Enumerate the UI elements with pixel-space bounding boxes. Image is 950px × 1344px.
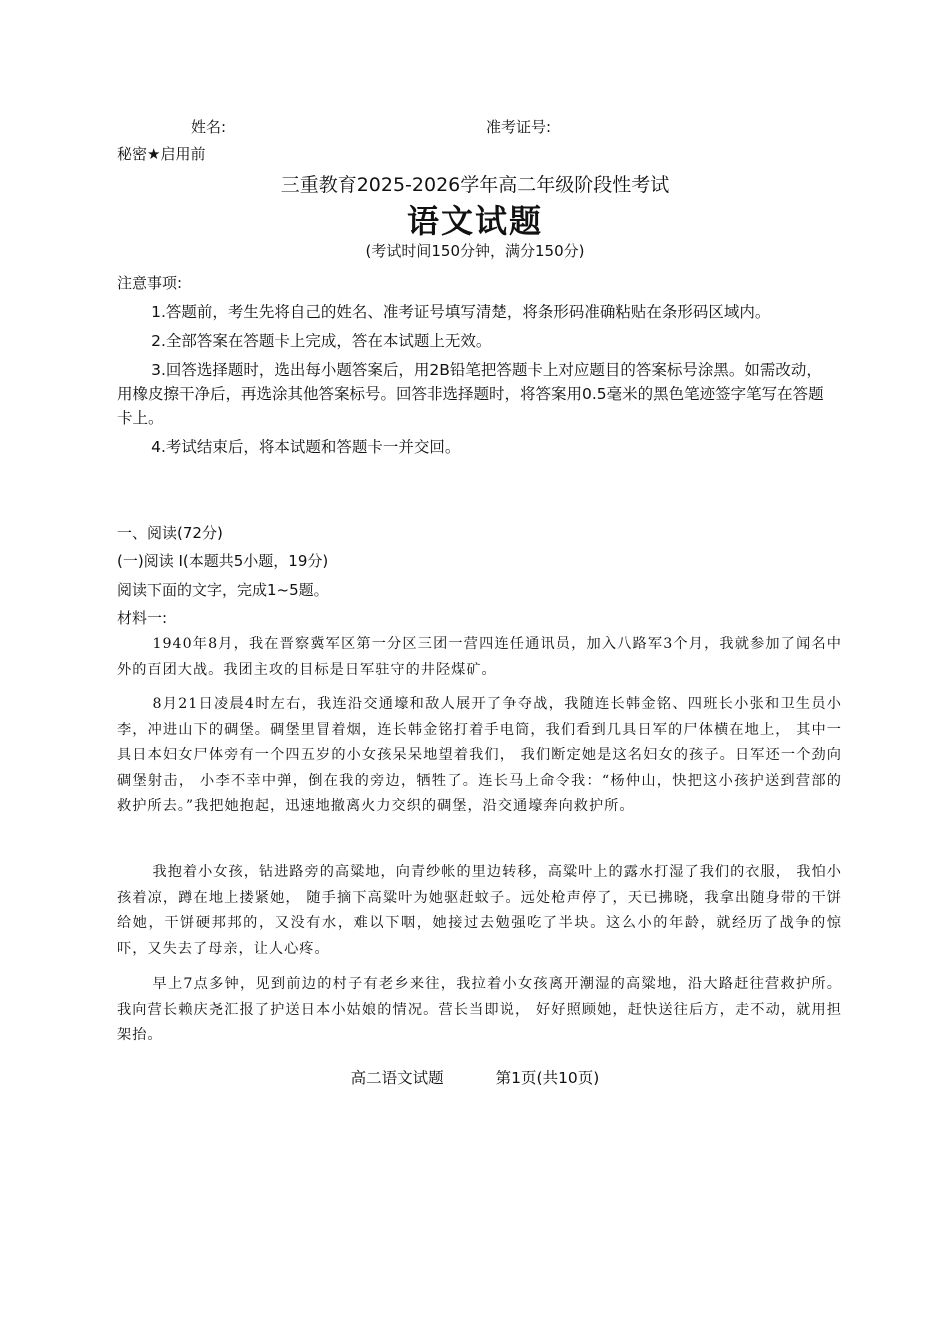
notice-heading: 注意事项: [117,274,183,292]
confidential-label: 秘密★启用前 [117,145,206,163]
passage-paragraph: 早上7点多钟，见到前边的村子有老乡来往，我拉着小女孩离开潮湿的高粱地，沿大路赶往营救护所。我向营长赖庆尧汇报了护送日本小姑娘的情况。营长当即说， 好好照顾她，赶快送往后方，走不动，就用担架抬。 [117,976,842,1043]
section-subtitle: (一)阅读 I(本题共5小题，19分) [117,552,329,570]
notice-list [117,300,837,464]
subject-title: 语文试题 [406,202,543,240]
section-title: 一、阅读(72分) [117,524,223,542]
material-label: 材料一: [117,609,168,627]
notice-item: 4.考试结束后，将本试题和答题卡一并交回。 [151,438,461,456]
footer-subject: 高二语文试题 [350,1069,444,1087]
notice-item: 2.全部答案在答题卡上完成，答在本试题上无效。 [151,332,492,350]
passage-paragraph: 1940年8月，我在晋察冀军区第一分区三团一营四连任通讯员，加入八路军3个月，我就参加了闻名中外的百团大战。我团主攻的目标是日军驻守的井陉煤矿。 [117,636,842,678]
notice-item: 1.答题前，考生先将自己的姓名、准考证号填写清楚，将条形码准确粘贴在条形码区域内。 [151,303,771,321]
exam-title: 三重教育2025-2026学年高二年级阶段性考试 [280,174,670,196]
footer-page-number: 第1页(共10页) [495,1069,600,1087]
passage-paragraph: 8月21日凌晨4时左右，我连沿交通壕和敌人展开了争夺战，我随连长韩金铭、四班长小张和卫生员小李，冲进山下的碉堡。碉堡里冒着烟，连长韩金铭打着手电筒，我们看到几具日军的尸体横在地上， 其中一具日本妇女尸体旁有一个四五岁的小女孩呆呆地望着我们， 我们断定她是这名妇女的孩子。日军还一个劲向碉堡射击， 小李不幸中弹，倒在我的旁边，牺牲了。连长马上命令我：“杨仲山，快把这小孩护送到营部的救护所去。”我把她抱起，迅速地撤离火力交织的碉堡，沿交通壕奔向救护所。 [117,696,842,814]
reading-instruction: 阅读下面的文字，完成1~5题。 [117,581,329,599]
passage-paragraph: 我抱着小女孩，钻进路旁的高粱地，向青纱帐的里边转移，高粱叶上的露水打湿了我们的衣服， 我怕小孩着凉，蹲在地上搂紧她， 随手摘下高粱叶为她驱赶蚊子。远处枪声停了，天已拂晓，我拿出随身带的干饼给她，干饼硬邦邦的，又没有水，难以下咽，她接过去勉强吃了半块。这么小的年龄，就经历了战争的惊吓，又失去了母亲，让人心疼。 [117,864,842,957]
ticket-number-label: 准考证号: [486,118,552,136]
page-footer [0,1066,950,1088]
exam-time-score: (考试时间150分钟，满分150分) [365,242,585,260]
notice-item: 3.回答选择题时，选出每小题答案后，用2B铅笔把答题卡上对应题目的答案标号涂黑。如需改动，用橡皮擦干净后，再选涂其他答案标号。回答非选择题时，将答案用0.5毫米的黑色笔迹签字笔写在答题卡上。 [117,361,824,427]
name-label: 姓名: [191,118,227,136]
